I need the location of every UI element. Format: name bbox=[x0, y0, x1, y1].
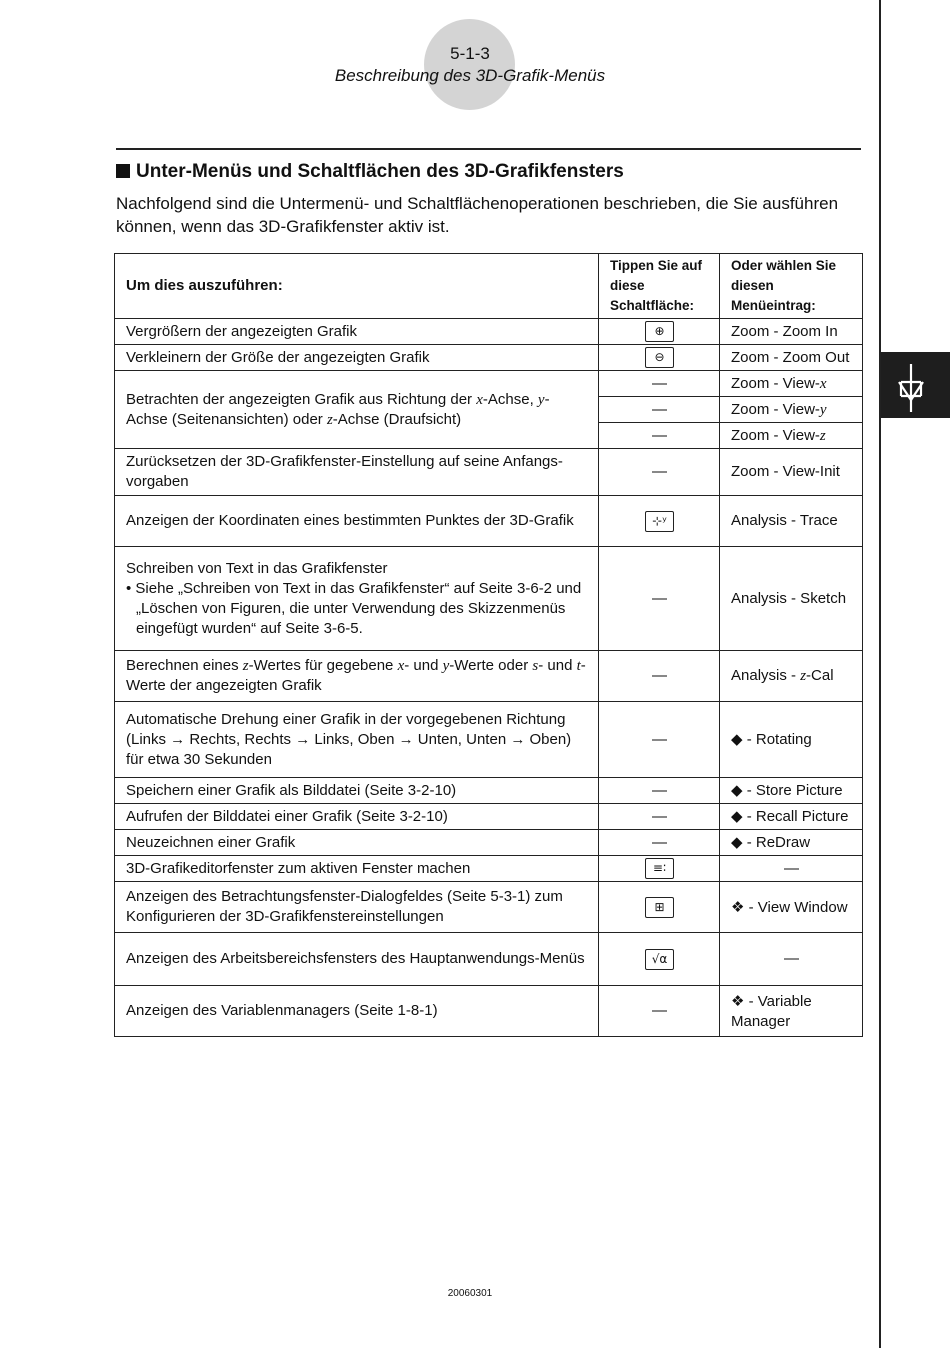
menu-sketch[interactable]: Analysis - Sketch bbox=[720, 547, 863, 651]
table-row: Anzeigen des Arbeitsbereichsfensters des Hauptanwendungs-Menüs √α — bbox=[115, 933, 863, 986]
menu-view-x[interactable]: Zoom - View-x bbox=[720, 371, 863, 397]
graph-editor-icon[interactable]: ≡∶ bbox=[645, 858, 674, 879]
table-row: Zurücksetzen der 3D-Grafikfenster-Einstellung auf seine Anfangs-vorgaben — Zoom - View-Init bbox=[115, 449, 863, 496]
operations-table bbox=[114, 253, 863, 1037]
menu-view-window[interactable]: ❖ - View Window bbox=[720, 882, 863, 933]
table-row: — Zoom - View-y bbox=[115, 397, 863, 423]
table-row: Aufrufen der Bilddatei einer Grafik (Seite 3-2-10) — ◆ - Recall Picture bbox=[115, 804, 863, 830]
menu-zcal[interactable]: Analysis - z-Cal bbox=[720, 651, 863, 702]
menu-view-init[interactable]: Zoom - View-Init bbox=[720, 449, 863, 496]
table-row: — Zoom - View-z bbox=[115, 423, 863, 449]
chevron-menu-icon: ❖ bbox=[731, 897, 745, 916]
menu-view-z[interactable]: Zoom - View-z bbox=[720, 423, 863, 449]
table-row: Betrachten der angezeigten Grafik aus Richtung der x-Achse, y-Achse (Seitenansichten) oder z-Achse (Draufsicht) — Zoom - View-x bbox=[115, 371, 863, 397]
zoom-in-icon[interactable]: ⊕ bbox=[645, 321, 674, 342]
section-title: Unter-Menüs und Schaltflächen des 3D-Grafikfensters bbox=[116, 161, 624, 183]
page-number: 5-1-3 bbox=[450, 44, 490, 63]
table-row: Schreiben von Text in das Grafikfenster • Siehe „Schreiben von Text in das Grafikfenster“ auf Seite 3-6-2 und „Löschen von Figuren, die unter Verwendung des Skizzenmenüs eingefügt wurden“ auf Seite 3-6-5. — Analysis - Sketch bbox=[115, 547, 863, 651]
zoom-out-icon[interactable]: ⊖ bbox=[645, 347, 674, 368]
zcal-action: Berechnen eines z-Wertes für gegebene x- und y-Werte oder s- und t- Werte der angezeigten Grafik bbox=[115, 651, 599, 702]
trace-icon[interactable]: ⊹ʸ bbox=[645, 511, 674, 532]
table-row: Anzeigen des Variablenmanagers (Seite 1-8-1) — ❖ - Variable Manager bbox=[115, 986, 863, 1037]
chevron-menu-icon: ❖ bbox=[731, 991, 745, 1010]
diamond-menu-icon: ◆ bbox=[731, 781, 743, 799]
table-row: Anzeigen der Koordinaten eines bestimmten Punktes der 3D-Grafik ⊹ʸ Analysis - Trace bbox=[115, 496, 863, 547]
view-window-icon[interactable]: ⊞ bbox=[645, 897, 674, 918]
sketch-action: Schreiben von Text in das Grafikfenster • Siehe „Schreiben von Text in das Grafikfenster“ auf Seite 3-6-2 und „Löschen von Figuren, die unter Verwendung des Skizzenmenüs eingefügt wurden“ auf Seite 3-6-5. bbox=[115, 547, 599, 651]
menu-trace[interactable]: Analysis - Trace bbox=[720, 496, 863, 547]
menu-zoom-in[interactable]: Zoom - Zoom In bbox=[720, 319, 863, 345]
views-action: Betrachten der angezeigten Grafik aus Richtung der x-Achse, y-Achse (Seitenansichten) oder z-Achse (Draufsicht) bbox=[115, 371, 599, 449]
table-row: Berechnen eines z-Wertes für gegebene x- und y-Werte oder s- und t- Werte der angezeigten Grafik — Analysis - z-Cal bbox=[115, 651, 863, 702]
header-action: Um dies auszuführen: bbox=[115, 254, 599, 319]
main-app-icon[interactable]: √α bbox=[645, 949, 674, 970]
table-row: Speichern einer Grafik als Bilddatei (Seite 3-2-10) — ◆ - Store Picture bbox=[115, 778, 863, 804]
menu-redraw[interactable]: ◆ - ReDraw bbox=[720, 830, 863, 856]
header-button: Tippen Sie auf diese Schaltfläche: bbox=[599, 254, 720, 319]
diamond-menu-icon: ◆ bbox=[731, 807, 743, 825]
intro-paragraph: Nachfolgend sind die Untermenü- und Schaltflächenoperationen beschrieben, die Sie ausführen können, wenn das 3D-Grafikfenster aktiv ist. bbox=[116, 194, 839, 236]
table-row: Automatische Drehung einer Grafik in der vorgegebenen Richtung (Links → Rechts, Rechts → Links, Oben → Unten, Unten → Oben) für etwa 30 Sekunden — ◆ - Rotating bbox=[115, 702, 863, 778]
table-row: 3D-Grafikeditorfenster zum aktiven Fenster machen ≡∶ — bbox=[115, 856, 863, 882]
header-menu: Oder wählen Sie diesen Menüeintrag: bbox=[720, 254, 863, 319]
menu-rotating[interactable]: ◆ - Rotating bbox=[720, 702, 863, 778]
table-row: Verkleinern der Größe der angezeigten Grafik ⊖ Zoom - Zoom Out bbox=[115, 345, 863, 371]
header-circle bbox=[424, 19, 515, 110]
menu-view-y[interactable]: Zoom - View-y bbox=[720, 397, 863, 423]
footer-code: 20060301 bbox=[447, 1288, 493, 1299]
3d-graph-tab-icon bbox=[881, 352, 950, 418]
side-tab bbox=[881, 352, 950, 418]
menu-recall-picture[interactable]: ◆ - Recall Picture bbox=[720, 804, 863, 830]
section-rule bbox=[116, 148, 861, 150]
header-title: Beschreibung des 3D-Grafik-Menüs bbox=[334, 66, 606, 85]
menu-variable-manager[interactable]: ❖ - Variable Manager bbox=[720, 986, 863, 1037]
table-row: Neuzeichnen einer Grafik — ◆ - ReDraw bbox=[115, 830, 863, 856]
diamond-menu-icon: ◆ bbox=[731, 730, 743, 748]
square-bullet-icon bbox=[116, 164, 130, 178]
menu-zoom-out[interactable]: Zoom - Zoom Out bbox=[720, 345, 863, 371]
diamond-menu-icon: ◆ bbox=[731, 833, 743, 851]
table-row: Vergrößern der angezeigten Grafik ⊕ Zoom - Zoom In bbox=[115, 319, 863, 345]
menu-store-picture[interactable]: ◆ - Store Picture bbox=[720, 778, 863, 804]
right-margin-rule bbox=[879, 0, 881, 1348]
table-row: Anzeigen des Betrachtungsfenster-Dialogfeldes (Seite 5-3-1) zum Konfigurieren der 3D-Grafikfenstereinstellungen ⊞ ❖ - View Window bbox=[115, 882, 863, 933]
table-header-row bbox=[115, 254, 863, 319]
